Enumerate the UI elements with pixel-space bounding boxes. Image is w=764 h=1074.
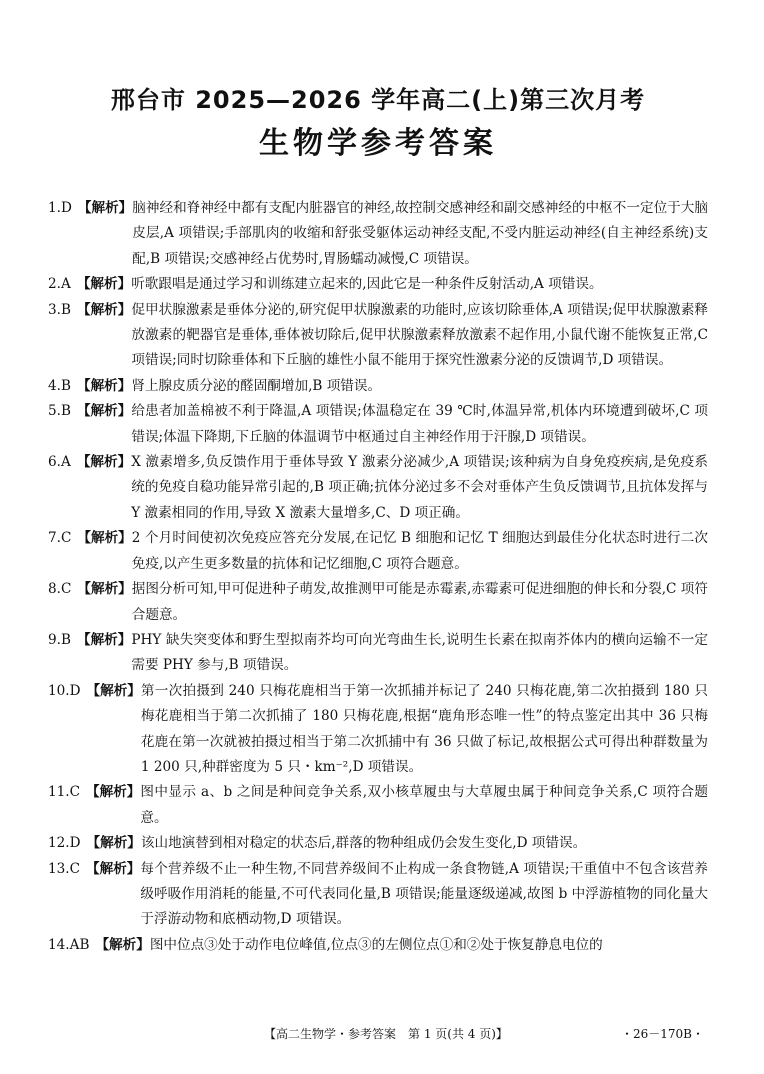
answer-item — [48, 831, 708, 856]
answer-item — [48, 272, 708, 297]
answer-choice: C — [60, 581, 72, 598]
answer-choice: A — [60, 276, 71, 293]
analysis-tag: 【解析】 — [86, 860, 141, 877]
analysis-text: 据图分析可知,甲可促进种子萌发,故推测甲可能是赤霉素,赤霉素可促进细胞的伸长和分裂,C 项符合题意。 — [131, 581, 708, 623]
analysis-tag: 【解析】 — [86, 784, 141, 801]
answer-item — [48, 196, 708, 272]
answer-title: 生物学参考答案 — [259, 126, 497, 161]
answer-item — [48, 298, 708, 374]
answer-choice: D — [60, 200, 72, 216]
exam-title: 邢台市 2025—2026 学年高二(上)第三次月考 — [110, 86, 646, 114]
answer-number — [48, 450, 131, 526]
question-number: 9. — [48, 631, 61, 648]
answer-choice: C — [69, 784, 81, 801]
analysis-text: 图中显示 a、b 之间是种间竞争关系,双小核草履虫与大草履虫属于种间竞争关系,C 项符合题意。 — [140, 784, 708, 826]
answer-choice: B — [60, 631, 71, 648]
question-number: 5. — [48, 403, 61, 420]
analysis-tag: 【解析】 — [76, 276, 132, 293]
question-number: 7. — [48, 530, 61, 547]
analysis-text: 听歌跟唱是通过学习和训练建立起来的,因此它是一种条件反射活动,A 项错误。 — [131, 276, 603, 293]
answer-number — [48, 780, 140, 831]
analysis-tag: 【解析】 — [77, 200, 133, 216]
answer-choice: D — [69, 682, 81, 699]
analysis-text: PHY 缺失突变体和野生型拟南芥均可向光弯曲生长,说明生长素在拟南芥体内的横向运输不一定需要 PHY 参与,B 项错误。 — [131, 631, 708, 674]
question-number: 3. — [48, 301, 61, 318]
analysis-text: 肾上腺皮质分泌的醛固酮增加,B 项错误。 — [131, 377, 382, 394]
answer-item — [48, 577, 708, 628]
answer-number — [48, 628, 131, 679]
answer-number — [48, 526, 132, 577]
analysis-tag: 【解析】 — [77, 581, 132, 598]
question-number: 2. — [48, 276, 61, 293]
analysis-text: 给患者加盖棉被不利于降温,A 项错误;体温稳定在 39 ℃时,体温异常,机体内环境遭到破坏,C 项错误;体温下降期,下丘脑的体温调节中枢通过自主神经作用于汗腺,D 项错误。 — [131, 403, 708, 445]
answer-choice: B — [60, 403, 71, 420]
question-number: 1. — [48, 200, 61, 216]
answer-number — [48, 933, 150, 958]
analysis-text: 第一次拍摄到 240 只梅花鹿相当于第一次抓捕并标记了 240 只梅花鹿,第二次拍摄到 180 只梅花鹿相当于第二次抓捕了 180 只梅花鹿,根据“鹿角形态唯一性”的特点鉴定出其中 36 只梅花鹿在第一次就被拍摄过相当于第二次抓捕中有 36 只做了标记,故根据公式可得出种群数量为 1 200 只,种群密度为 5 只・km⁻²,D 项错误。 — [140, 682, 708, 775]
question-number: 12. — [48, 835, 70, 852]
answer-number — [48, 272, 131, 297]
answer-choice: B — [60, 377, 71, 394]
analysis-text: X 激素增多,负反馈作用于垂体导致 Y 激素分泌减少,A 项错误;该种病为自身免疫疾病,是免疫系统的免疫自稳功能异常引起的,B 项正确;抗体分泌过多不会对垂体产生负反馈调节,且抗体发挥与 Y 激素相同的作用,导致 X 激素大量增多,C、D 项正确。 — [131, 454, 708, 521]
answer-item — [48, 780, 708, 831]
question-number: 10. — [48, 682, 70, 699]
answer-choice: AB — [69, 936, 90, 953]
analysis-tag: 【解析】 — [76, 403, 132, 420]
question-number: 8. — [48, 581, 61, 598]
analysis-text: 促甲状腺激素是垂体分泌的,研究促甲状腺激素的功能时,应该切除垂体,A 项错误;促甲状腺激素释放激素的靶器官是垂体,垂体被切除后,促甲状腺激素释放激素不起作用,小鼠代谢不能恢复正常,C 项错误;同时切除垂体和下丘脑的雄性小鼠不能用于探究性激素分泌的反馈调节,D 项错误。 — [131, 301, 708, 369]
answer-choice: D — [69, 835, 81, 852]
answer-item — [48, 679, 708, 781]
answer-choice: C — [69, 860, 81, 877]
question-number: 13. — [48, 860, 70, 877]
question-number: 11. — [48, 784, 70, 801]
answer-choice: A — [60, 454, 71, 471]
analysis-tag: 【解析】 — [86, 682, 141, 699]
analysis-tag: 【解析】 — [86, 835, 141, 852]
answer-choice: B — [60, 301, 71, 318]
analysis-tag: 【解析】 — [76, 631, 132, 648]
analysis-tag: 【解析】 — [95, 936, 150, 953]
answer-number — [48, 577, 132, 628]
analysis-text: 图中位点③处于动作电位峰值,位点③的左侧位点①和②处于恢复静息电位的 — [149, 936, 603, 953]
analysis-text: 2 个月时间使初次免疫应答充分发展,在记忆 B 细胞和记忆 T 细胞达到最佳分化状态时进行二次免疫,以产生更多数量的抗体和记忆细胞,C 项符合题意。 — [131, 530, 708, 572]
answer-item — [48, 526, 708, 577]
answer-item — [48, 374, 708, 399]
answer-number — [48, 374, 131, 399]
analysis-tag: 【解析】 — [76, 301, 132, 318]
answer-number — [48, 399, 131, 450]
answer-item — [48, 933, 708, 958]
answer-item — [48, 857, 708, 933]
answer-list — [48, 196, 708, 958]
question-number: 6. — [48, 454, 61, 471]
analysis-tag: 【解析】 — [76, 454, 132, 471]
analysis-text: 该山地演替到相对稳定的状态后,群落的物种组成仍会发生变化,D 项错误。 — [140, 835, 587, 852]
question-number: 14. — [48, 936, 70, 953]
answer-number — [48, 196, 132, 272]
answer-number — [48, 831, 141, 856]
analysis-text: 每个营养级不止一种生物,不同营养级间不止构成一条食物链,A 项错误;干重值中不包含该营养级呼吸作用消耗的能量,不可代表同化量,B 项错误;能量逐级递减,故图 b 中浮游植物的同化量大于浮游动物和底栖动物,D 项错误。 — [140, 860, 708, 928]
answer-number — [48, 298, 131, 374]
analysis-tag: 【解析】 — [76, 377, 132, 394]
answer-item — [48, 628, 708, 679]
answer-item — [48, 399, 708, 450]
analysis-tag: 【解析】 — [77, 530, 132, 547]
answer-choice: C — [60, 530, 72, 547]
answer-number — [48, 679, 141, 781]
answer-number — [48, 857, 140, 933]
question-number: 4. — [48, 377, 61, 394]
answer-item — [48, 450, 708, 526]
footer-code: ・26－170B・ — [621, 1027, 704, 1041]
footer-page-info: 【高二生物学・参考答案 第 1 页(共 4 页)】 — [264, 1027, 508, 1041]
analysis-text: 脑神经和脊神经中都有支配内脏器官的神经,故控制交感神经和副交感神经的中枢不一定位于大脑皮层,A 项错误;手部肌肉的收缩和舒张受躯体运动神经支配,不受内脏运动神经(自主神经系统)支配,B 项错误;交感神经占优势时,胃肠蠕动减慢,C 项错误。 — [132, 200, 708, 267]
